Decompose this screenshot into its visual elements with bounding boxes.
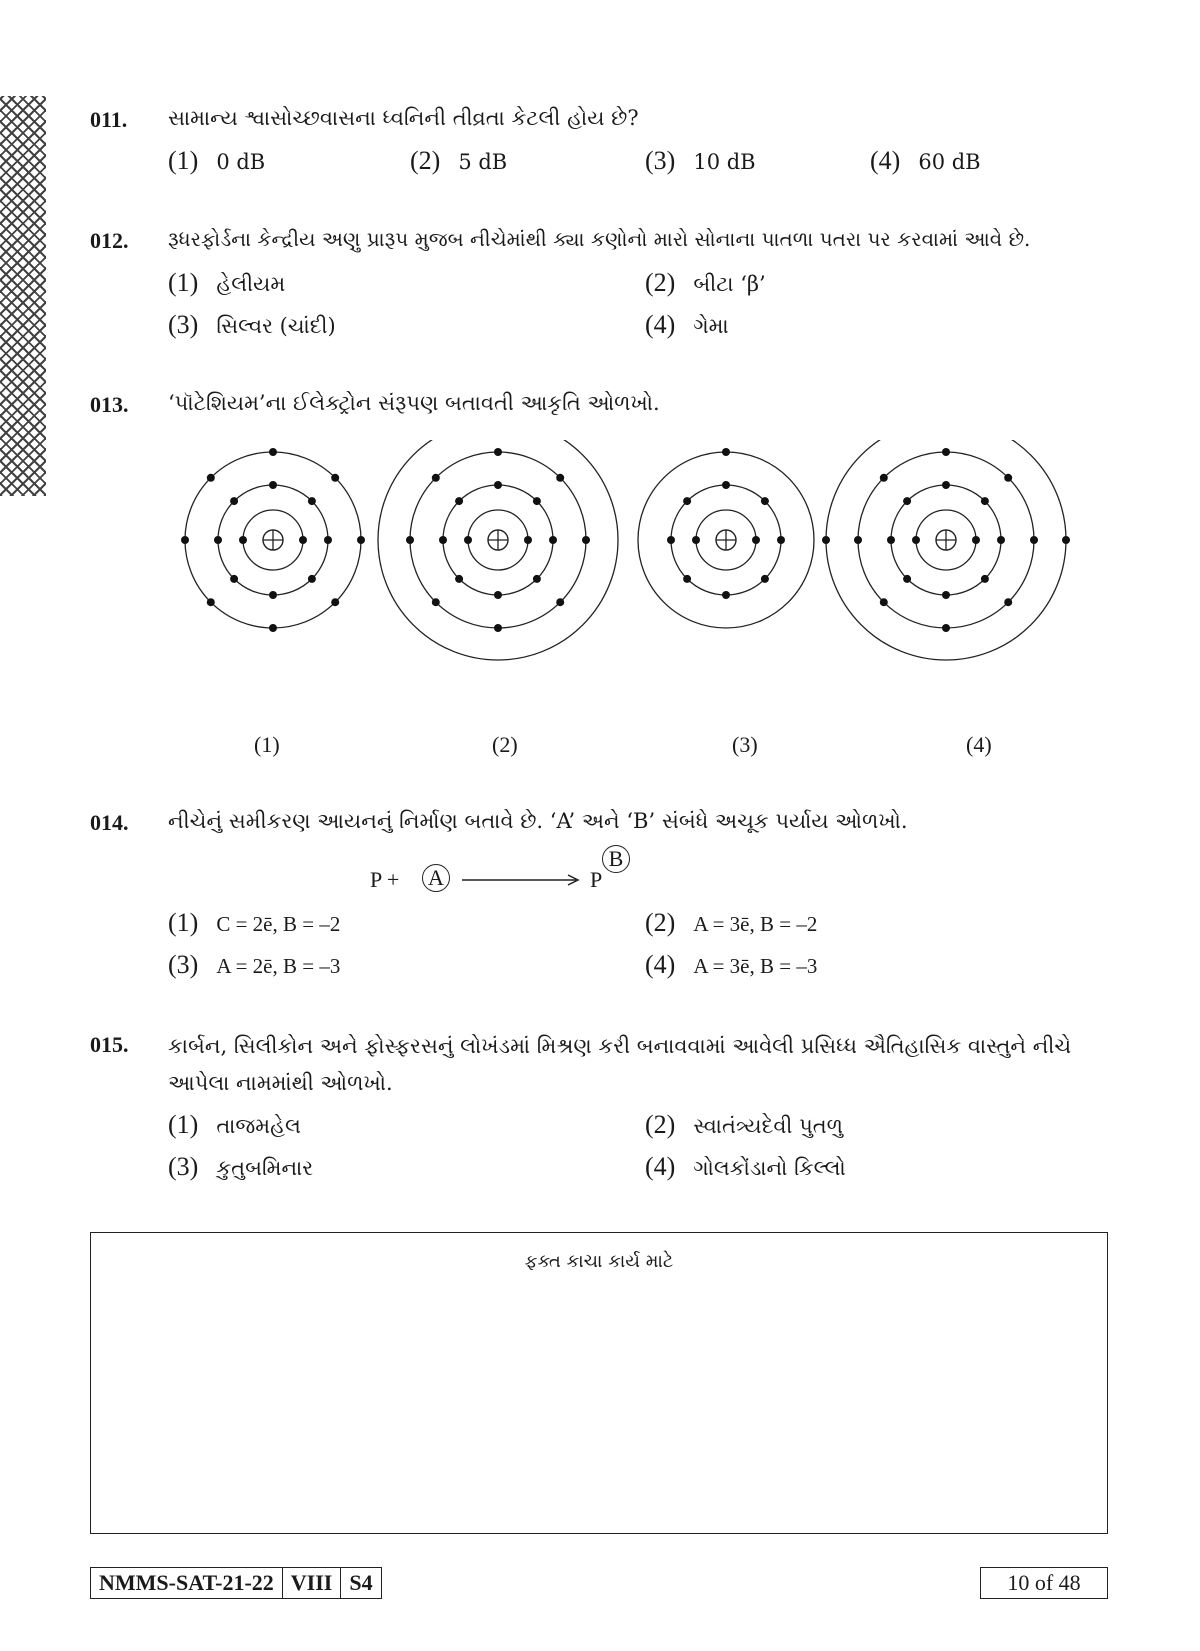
electron-dot: [1004, 598, 1012, 606]
electron-dot: [308, 575, 316, 583]
rough-work-title: ફક્ત કાચા કાર્ય માટે: [524, 1251, 674, 1272]
electron-dot: [494, 481, 502, 489]
option-4[interactable]: (4) A = 3ē, B = –3: [645, 950, 818, 979]
question-015: [90, 1028, 1120, 1102]
option-4[interactable]: (4) ગેમા: [645, 310, 729, 339]
question-013: [90, 388, 1120, 420]
electron-dot: [239, 536, 247, 544]
electron-dot: [455, 497, 463, 505]
set-label: S4: [349, 1570, 373, 1595]
electron-dot: [822, 536, 830, 544]
diagram-label-4: (4): [966, 732, 992, 757]
ion-equation: [370, 845, 630, 905]
electron-dot: [308, 497, 316, 505]
electron-dot: [722, 481, 730, 489]
equation-rhs: P: [590, 867, 603, 892]
electron-dot: [439, 536, 447, 544]
electron-dot: [524, 536, 532, 544]
electron-dot: [406, 536, 414, 544]
option-2[interactable]: (2) સ્વાતંત્ર્યદેવી પુતળુ: [645, 1110, 844, 1139]
electron-dot: [997, 536, 1005, 544]
question-number: 015.: [90, 1032, 129, 1057]
atom-diagram-1[interactable]: [181, 448, 365, 632]
atom-diagram-4[interactable]: [822, 440, 1070, 660]
electron-dot: [942, 591, 950, 599]
electron-dot: [556, 474, 564, 482]
electron-dot: [533, 575, 541, 583]
option-1[interactable]: (1) હેલીયમ: [168, 268, 286, 297]
electron-dot: [299, 536, 307, 544]
exam-code: NMMS-SAT-21-22: [91, 1568, 283, 1598]
electron-dot: [761, 575, 769, 583]
electron-dot: [1030, 536, 1038, 544]
electron-dot: [912, 536, 920, 544]
electron-dot: [942, 448, 950, 456]
electron-dot: [942, 481, 950, 489]
equation-a-circle: A: [422, 864, 450, 892]
electron-dot: [880, 598, 888, 606]
option-1[interactable]: (1) તાજમહેલ: [168, 1110, 301, 1139]
electron-dot: [181, 536, 189, 544]
option-4[interactable]: (4) ગોલકોંડાનો કિલ્લો: [645, 1152, 846, 1181]
electron-dot: [903, 497, 911, 505]
electron-dot: [494, 448, 502, 456]
electron-dot: [214, 536, 222, 544]
question-text: ‘પૉટેશિયમ’ના ઈલેક્ટ્રોન સંરૂપણ બતાવતી આકૃતિ ઓળખો.: [168, 391, 660, 415]
diagram-label-2: (2): [492, 732, 518, 757]
question-014: [90, 806, 1120, 838]
electron-dot: [556, 598, 564, 606]
electron-dot: [269, 481, 277, 489]
electron-dot: [981, 497, 989, 505]
electron-dot: [269, 624, 277, 632]
electron-dot: [667, 536, 675, 544]
electron-dot: [981, 575, 989, 583]
electron-dot: [1004, 474, 1012, 482]
equation-b-circle: B: [602, 845, 630, 873]
electron-dot: [324, 536, 332, 544]
reaction-arrow-icon: [462, 873, 584, 887]
electron-dot: [777, 536, 785, 544]
question-number: 012.: [90, 228, 129, 253]
question-number: 014.: [90, 810, 129, 835]
margin-pattern: [0, 96, 46, 496]
electron-dot: [494, 624, 502, 632]
atom-diagram-2[interactable]: [378, 440, 618, 660]
electron-dot: [683, 497, 691, 505]
option-3[interactable]: (3) સિલ્વર (ચાંદી): [168, 310, 336, 339]
option-2[interactable]: (2) બીટા ‘β’: [645, 268, 766, 297]
rough-work-box: [90, 1232, 1108, 1534]
electron-dot: [432, 474, 440, 482]
electron-dot: [752, 536, 760, 544]
question-number: 011.: [90, 107, 128, 132]
electron-dot: [854, 536, 862, 544]
electron-dot: [903, 575, 911, 583]
question-text: કાર્બન, સિલીકોન અને ફોસ્ફરસનું લોખંડમાં મિશ્રણ કરી બનાવવામાં આવેલી પ્રસિધ્ધ ઐતિહાસિક વાસ્તુને નીચે આપેલા નામમાંથી ઓળખો.: [168, 1034, 1072, 1095]
electron-dot: [722, 448, 730, 456]
electron-dot: [692, 536, 700, 544]
class-label: VIII: [283, 1568, 342, 1598]
option-1[interactable]: (1) C = 2ē, B = –2: [168, 908, 341, 937]
option-3[interactable]: (3) A = 2ē, B = –3: [168, 950, 341, 979]
option-2[interactable]: (2) 5 dB: [410, 146, 508, 175]
electron-dot: [582, 536, 590, 544]
page-number: 10 of 48: [980, 1567, 1108, 1599]
question-text: નીચેનું સમીકરણ આયનનું નિર્માણ બતાવે છે. ‘A’ અને ‘B’ સંબંધે અચૂક પર્યાય ઓળખો.: [168, 809, 908, 833]
option-2[interactable]: (2) A = 3ē, B = –2: [645, 908, 818, 937]
electron-dot: [887, 536, 895, 544]
diagram-label-3: (3): [732, 732, 758, 757]
electron-dot: [942, 624, 950, 632]
electron-dot: [230, 575, 238, 583]
option-3[interactable]: (3) કુતુબમિનાર: [168, 1152, 314, 1181]
electron-dot: [972, 536, 980, 544]
question-text: રૂધરફોર્ડના કેન્દ્રીય અણુ પ્રારૂપ મુજબ નીચેમાંથી ક્યા કણોનો મારો સોનાના પાતળા પતરા પર કરવામાં આવે છે.: [168, 227, 1031, 251]
electron-dot: [549, 536, 557, 544]
electron-dot: [207, 474, 215, 482]
electron-dot: [464, 536, 472, 544]
question-011: [90, 103, 1120, 135]
electron-dot: [1062, 536, 1070, 544]
electron-dot: [683, 575, 691, 583]
electron-dot: [331, 474, 339, 482]
electron-dot: [533, 497, 541, 505]
electron-dot: [432, 598, 440, 606]
electron-dot: [455, 575, 463, 583]
option-3[interactable]: (3) 10 dB: [645, 146, 756, 175]
equation-lhs: P +: [370, 867, 400, 892]
electron-dot: [230, 497, 238, 505]
option-1[interactable]: (1) 0 dB: [168, 146, 266, 175]
electron-dot: [357, 536, 365, 544]
option-4[interactable]: (4) 60 dB: [870, 146, 981, 175]
diagram-label-1: (1): [254, 732, 280, 757]
atom-diagram-3[interactable]: [638, 448, 814, 628]
atom-diagrams: [160, 440, 1120, 710]
electron-dot: [331, 598, 339, 606]
electron-dot: [880, 474, 888, 482]
question-012: [90, 224, 1120, 254]
question-text: સામાન્ય શ્વાસોચ્છવાસના ધ્વનિની તીવ્રતા કેટલી હોય છે?: [168, 106, 639, 130]
electron-dot: [722, 591, 730, 599]
question-number: 013.: [90, 392, 129, 417]
electron-dot: [269, 448, 277, 456]
footer-code-box: [90, 1567, 382, 1599]
electron-dot: [207, 598, 215, 606]
electron-dot: [269, 591, 277, 599]
electron-dot: [761, 497, 769, 505]
electron-dot: [494, 591, 502, 599]
